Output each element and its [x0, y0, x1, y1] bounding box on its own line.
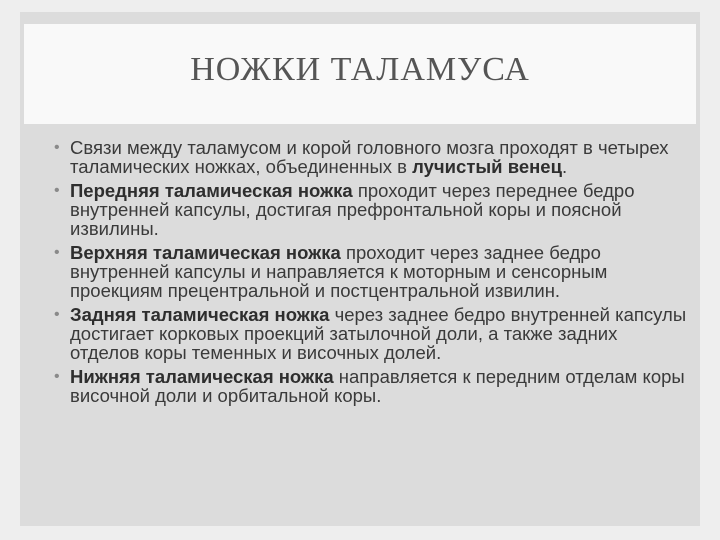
item-term: Верхняя таламическая ножка	[70, 242, 341, 263]
bullet-icon: •	[54, 182, 60, 199]
title-box	[24, 24, 696, 124]
item-text-tail: .	[561, 156, 568, 177]
item-text-tail: проходит через заднее бедро внутренней капсулы и направляется к моторным и сенсорным проекциям прецентральной и постцентральной извилин.	[70, 242, 608, 301]
bullet-icon: •	[54, 368, 60, 385]
bullet-icon: •	[54, 244, 60, 261]
slide-title: НОЖКИ ТАЛАМУСА	[190, 51, 530, 88]
bullet-icon: •	[54, 139, 60, 156]
item-text-tail: проходит через переднее бедро внутренней капсулы, достигая префронтальной коры и поясной извилины.	[70, 180, 635, 239]
item-text-tail: направляется к передним отделам коры височной доли и орбитальной коры.	[70, 366, 685, 406]
bullet-icon: •	[54, 306, 60, 323]
item-term: лучистый венец	[412, 156, 562, 177]
item-term: Нижняя таламическая ножка	[70, 366, 334, 387]
list-item	[54, 367, 690, 405]
item-term: Задняя таламическая ножка	[70, 304, 330, 325]
item-text-tail: через заднее бедро внутренней капсулы достигает корковых проекций затылочной доли, а также задних отделов коры теменных и височных долей.	[70, 304, 687, 363]
item-term: Передняя таламическая ножка	[70, 180, 353, 201]
list-item	[54, 138, 690, 176]
item-text: Связи между таламусом и корой головного мозга проходят в четырех таламических ножках, объединенных в	[70, 137, 669, 177]
bullet-list	[54, 138, 690, 410]
list-item	[54, 243, 690, 300]
list-item	[54, 181, 690, 238]
list-item	[54, 305, 690, 362]
